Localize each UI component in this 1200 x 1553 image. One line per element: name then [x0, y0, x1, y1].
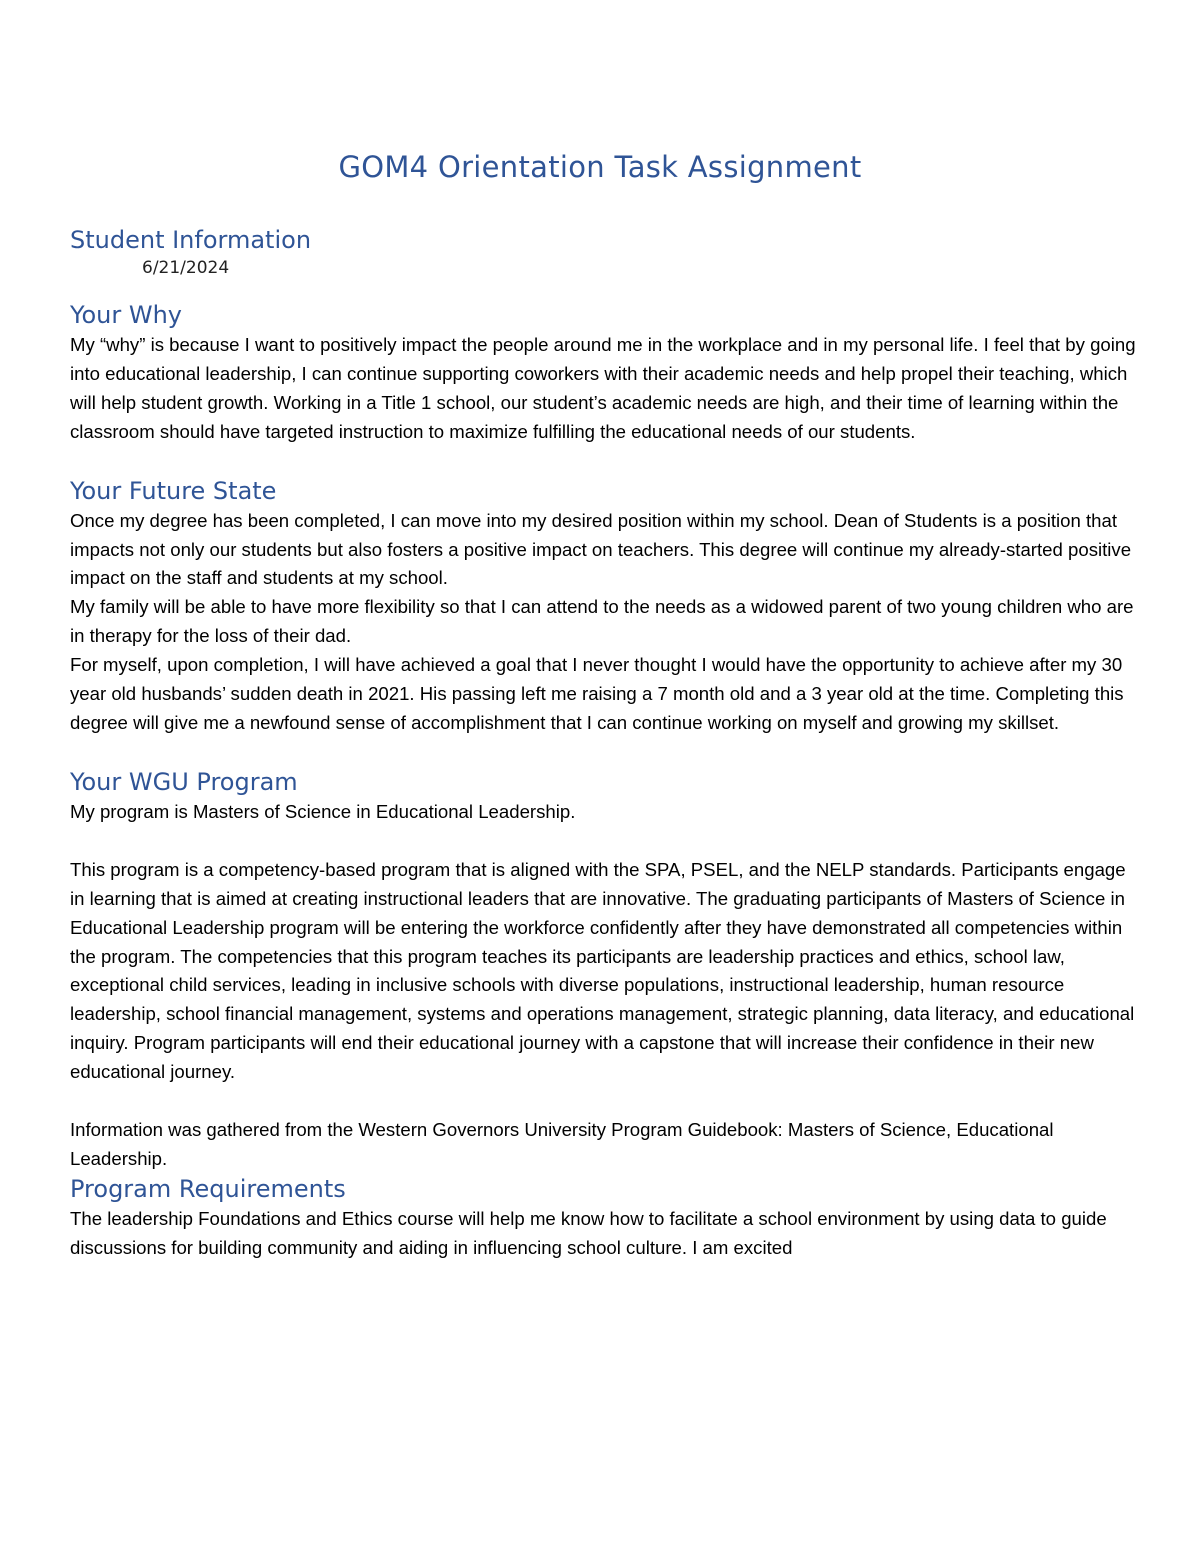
student-date: 6/21/2024 [142, 258, 230, 278]
wgu-program-paragraph-1: My program is Masters of Science in Educational Leadership. [70, 800, 576, 822]
future-state-paragraph-2: My family will be able to have more flexibility so that I can attend to the needs as a widowed parent of two young children who are in therapy for the loss of their dad. [70, 596, 1134, 647]
heading-your-wgu-program: Your WGU Program [70, 767, 298, 796]
section-your-wgu-program [70, 767, 1140, 1174]
future-state-paragraph-3: For myself, upon completion, I will have achieved a goal that I never thought I would have the opportunity to achieve after my 30 year old husbands’ sudden death in 2021. His passing left me raising a 7 month old and a 3 year old at the time. Completing this degree will give me a newfound sense of accomplishment that I can continue working on myself and growing my skillset. [70, 654, 1124, 733]
document-body [70, 225, 1140, 1263]
wgu-program-paragraph-2: This program is a competency-based program that is aligned with the SPA, PSEL, and the NELP standards. Participants engage in learning that is aimed at creating instructional leaders that are innovative. The graduating participants of Masters of Science in Educational Leadership program will be entering the workforce confidently after they have demonstrated all competencies within the program. The competencies that this program teaches its participants are leadership practices and ethics, school law, exceptional child services, leading in inclusive schools with diverse populations, instructional leadership, human resource leadership, school financial management, systems and operations management, strategic planning, data literacy, and educational inquiry. Program participants will end their educational journey with a capstone that will increase their confidence in their new educational journey. [70, 858, 1135, 1083]
heading-program-requirements: Program Requirements [70, 1174, 346, 1203]
wgu-program-paragraph-3: Information was gathered from the Western Governors University Program Guidebook: Masters of Science, Educational Leadership. [70, 1119, 1054, 1169]
section-program-requirements [70, 1174, 1140, 1263]
heading-your-why: Your Why [70, 301, 183, 329]
section-your-why [70, 300, 1140, 447]
section-student-information [70, 225, 1140, 280]
your-why-paragraph: My “why” is because I want to positively impact the people around me in the workplace and in my personal life. I feel that by going into educational leadership, I can continue supporting coworkers with their academic needs and help propel their teaching, which will help student growth. Working in a Title 1 school, our student’s academic needs are high, and their time of learning within the classroom should have targeted instruction to maximize fulfilling the educational needs of our students. [70, 334, 1136, 442]
heading-your-future-state: Your Future State [70, 476, 277, 505]
heading-student-information: Student Information [70, 226, 312, 254]
future-state-paragraph-1: Once my degree has been completed, I can move into my desired position within my school. Dean of Students is a position that impacts not only our students but also fosters a positive impact on teachers. This degree will continue my already-started positive impact on the staff and students at my school. [70, 509, 1132, 589]
section-your-future-state [70, 476, 1140, 738]
document-title: GOM4 Orientation Task Assignment [338, 150, 862, 184]
program-requirements-paragraph: The leadership Foundations and Ethics course will help me know how to facilitate a school environment by using data to guide discussions for building community and aiding in influencing school culture. I am excited [70, 1207, 1107, 1258]
